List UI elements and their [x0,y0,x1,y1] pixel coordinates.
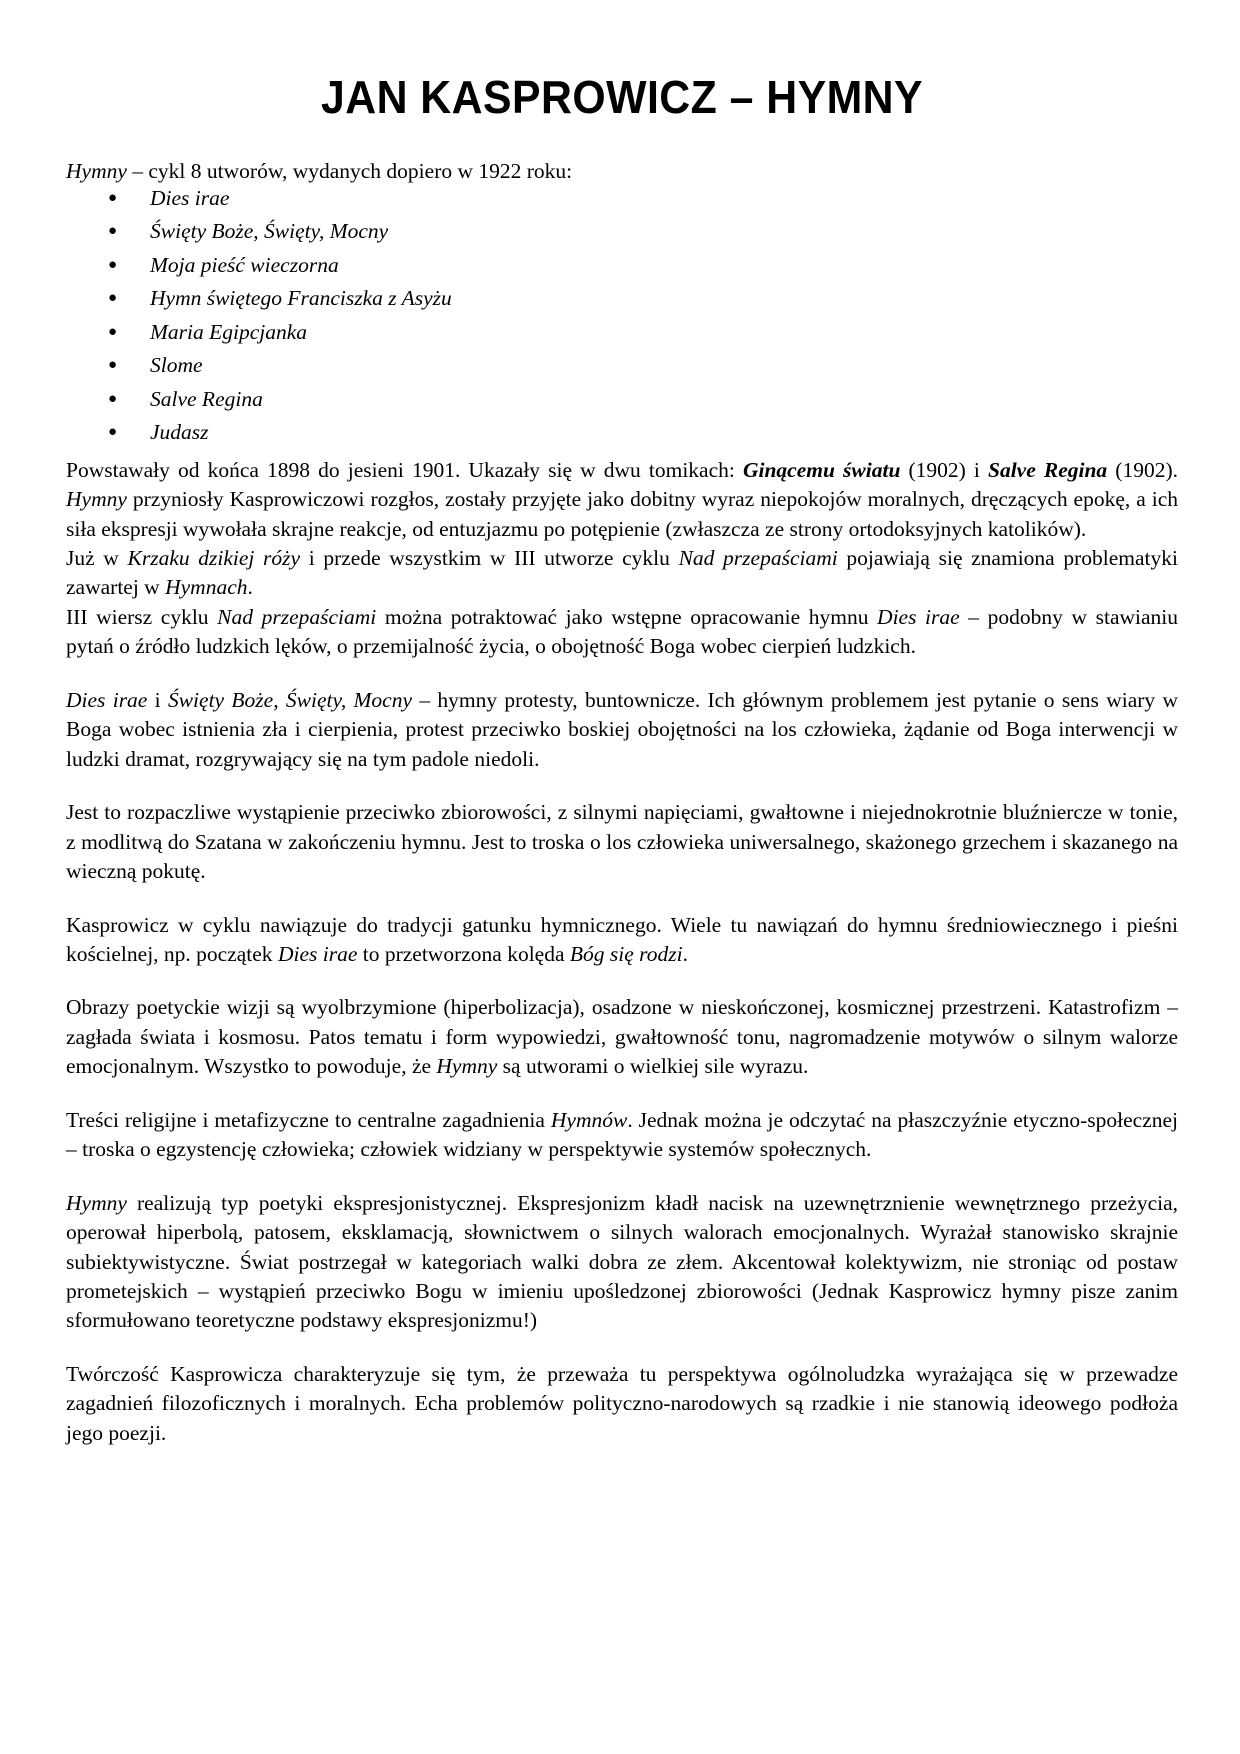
paragraph-iii-wiersz [66,603,1178,662]
hymn-list [66,185,1178,445]
paragraph-hymny-protesty [66,686,1178,774]
title-hymny: Hymny [66,487,127,512]
paragraph-tresci-religijne [66,1106,1178,1165]
text-run: Kasprowicz w cyklu nawiązuje do tradycji gatunku hymnicznego. Wiele tu nawiązań do hymnu średniowiecznego i pieśni kościelnej, np. początek [66,912,1178,966]
paragraph-ekspresjonizm [66,1189,1178,1336]
text-run: Obrazy poetyckie wizji są wyolbrzymione (hiperbolizacja), osadzone w nieskończonej, kosmicznej przestrzeni. Katastrofizm – zagłada świata i kosmosu. Patos tematu i form wypowiedzi, gwałtowność tonu, nagromadzenie motywów o silnym walorze emocjonalnym. Wszystko to powoduje, że [66,995,1178,1079]
list-item: ● Moja pieść wieczorna [66,255,1178,277]
text-run: – podobny w stawianiu pytań o źródło ludzkich lęków, o przemijalność życia, o obojętność Boga wobec cierpień ludzkich. [66,604,1179,659]
text-run: . [247,575,253,600]
text-run: można potraktować jako wstępne opracowanie hymnu [376,604,878,629]
text-run: i przede wszystkim w III utworze cyklu [300,545,679,570]
intro-rest: – cykl 8 utworów, wydanych dopiero w 1922 roku: [126,158,573,183]
intro-line [66,157,1178,186]
page-title: JAN KASPROWICZ – HYMNY [320,71,924,123]
title-nad-przepasciami: Nad przepaściami [217,604,377,629]
title-bog-sie-rodzi: Bóg się rodzi [569,941,683,966]
paragraph-tworczosc-kasprowicza: Twórczość Kasprowicza charakteryzuje się tym, że przeważa tu perspektywa ogólnoludzka wyrażająca się w przewadze zagadnień filozoficznych i moralnych. Echa problemów polityczno-narodowych są rzadkie i nie stanowią ideowego podłoża jego poezji. [66,1361,1178,1445]
text-run: pojawiają się znamiona problematyki zawartej w [66,545,1179,600]
list-item: ● Salve Regina [66,389,1178,411]
text-run: . [682,941,688,966]
text-run: Powstawały od końca 1898 do jesieni 1901. Ukazały się w dwu tomikach: [66,457,743,482]
text-run: przyniosły Kasprowiczowi rozgłos, zostały przyjęte jako dobitny wyraz niepokojów moralnych, dręczących epokę, a ich siła ekspresji wywołała skrajne reakcje, od entuzjazmu po potępienie (zwłaszcza ze strony ortodoksyjnych katolików). [66,487,1178,541]
title-ginacemu-swiatu: Ginącemu światu [742,457,901,482]
paragraph-tradycja-hymniczna [66,911,1178,970]
list-item: ● Maria Egipcjanka [66,322,1178,344]
list-item: ● Judasz [66,422,1178,444]
text-run: Treści religijne i metafizyczne to centralne zagadnienia [66,1107,551,1132]
title-hymny: Hymny [66,1190,127,1215]
title-dies-irae: Dies irae [66,687,148,712]
title-dies-irae: Dies irae [277,941,358,966]
list-item: ● Slome [66,355,1178,377]
list-item: ● Święty Boże, Święty, Mocny [66,221,1178,243]
title-salve-regina: Salve Regina [988,457,1108,482]
list-item: ● Dies irae [66,188,1178,210]
text-run: (1902) i [900,457,988,482]
text-run: i [147,687,168,712]
text-run: – hymny protesty, buntownicze. Ich głównym problemem jest pytanie o sens wiary w Boga wobec istnienia zła i cierpienia, protest przeciwko boskiej obojętności na los człowieka, żądanie od Boga interwencji w ludzki dramat, rozgrywający się na tym padole niedoli. [66,687,1178,771]
text-run: to przetworzona kolęda [357,941,570,966]
title-dies-irae: Dies irae [877,604,960,629]
paragraph-obrazy-poetyckie [66,993,1178,1081]
paragraph-krzak-dzikiej-rozy [66,544,1178,603]
title-hymny: Hymny [436,1054,498,1079]
title-hymnach: Hymnach [165,575,248,600]
list-item: ● Hymn świętego Franciszka z Asyżu [66,288,1178,310]
intro-lead-italic: Hymny [66,158,127,183]
text-run: III wiersz cyklu [66,604,218,629]
paragraph-publication-history [66,456,1178,544]
text-run: realizują typ poetyki ekspresjonistycznej. Ekspresjonizm kładł nacisk na uzewnętrznienie wewnętrznego przeżycia, operował hiperbolą, patosem, eksklamacją, słownictwem o silnych walorach emocjonalnych. Wyrażał stanowisko skrajnie subiektywistyczne. Świat postrzegał w kategoriach walki dobra ze złem. Akcentował kolektywizm, nie stroniąc od postaw prometejskich – wystąpień przeciwko Bogu w imieniu upośledzonej zbiorowości (Jednak Kasprowicz hymny pisze zanim sformułowano teoretyczne podstawy ekspresjonizmu!) [66,1190,1178,1333]
text-run: są utworami o wielkiej sile wyrazu. [497,1054,809,1079]
text-run: . Jednak można je odczytać na płaszczyźnie etyczno-społecznej – troska o egzystencję człowieka; człowiek widziany w perspektywie systemów społecznych. [66,1107,1179,1162]
title-krzak-dzikiej-rozy: Krzaku dzikiej róży [127,545,301,570]
title-swiety-boze: Święty Boże, Święty, Mocny [167,687,413,712]
title-nad-przepasciami: Nad przepaściami [678,545,838,570]
text-run: Już w [66,545,128,570]
text-run: (1902). [1107,457,1178,482]
title-hymnow: Hymnów [550,1107,628,1132]
paragraph-rozpaczliwe-wystapienie: Jest to rozpaczliwe wystąpienie przeciwko zbiorowości, z silnymi napięciami, gwałtowne i niejednokrotnie bluźniercze w tonie, z modlitwą do Szatana w zakończeniu hymnu. Jest to troska o los człowieka uniwersalnego, skażonego grzechem i skazanego na wieczną pokutę. [66,800,1178,884]
